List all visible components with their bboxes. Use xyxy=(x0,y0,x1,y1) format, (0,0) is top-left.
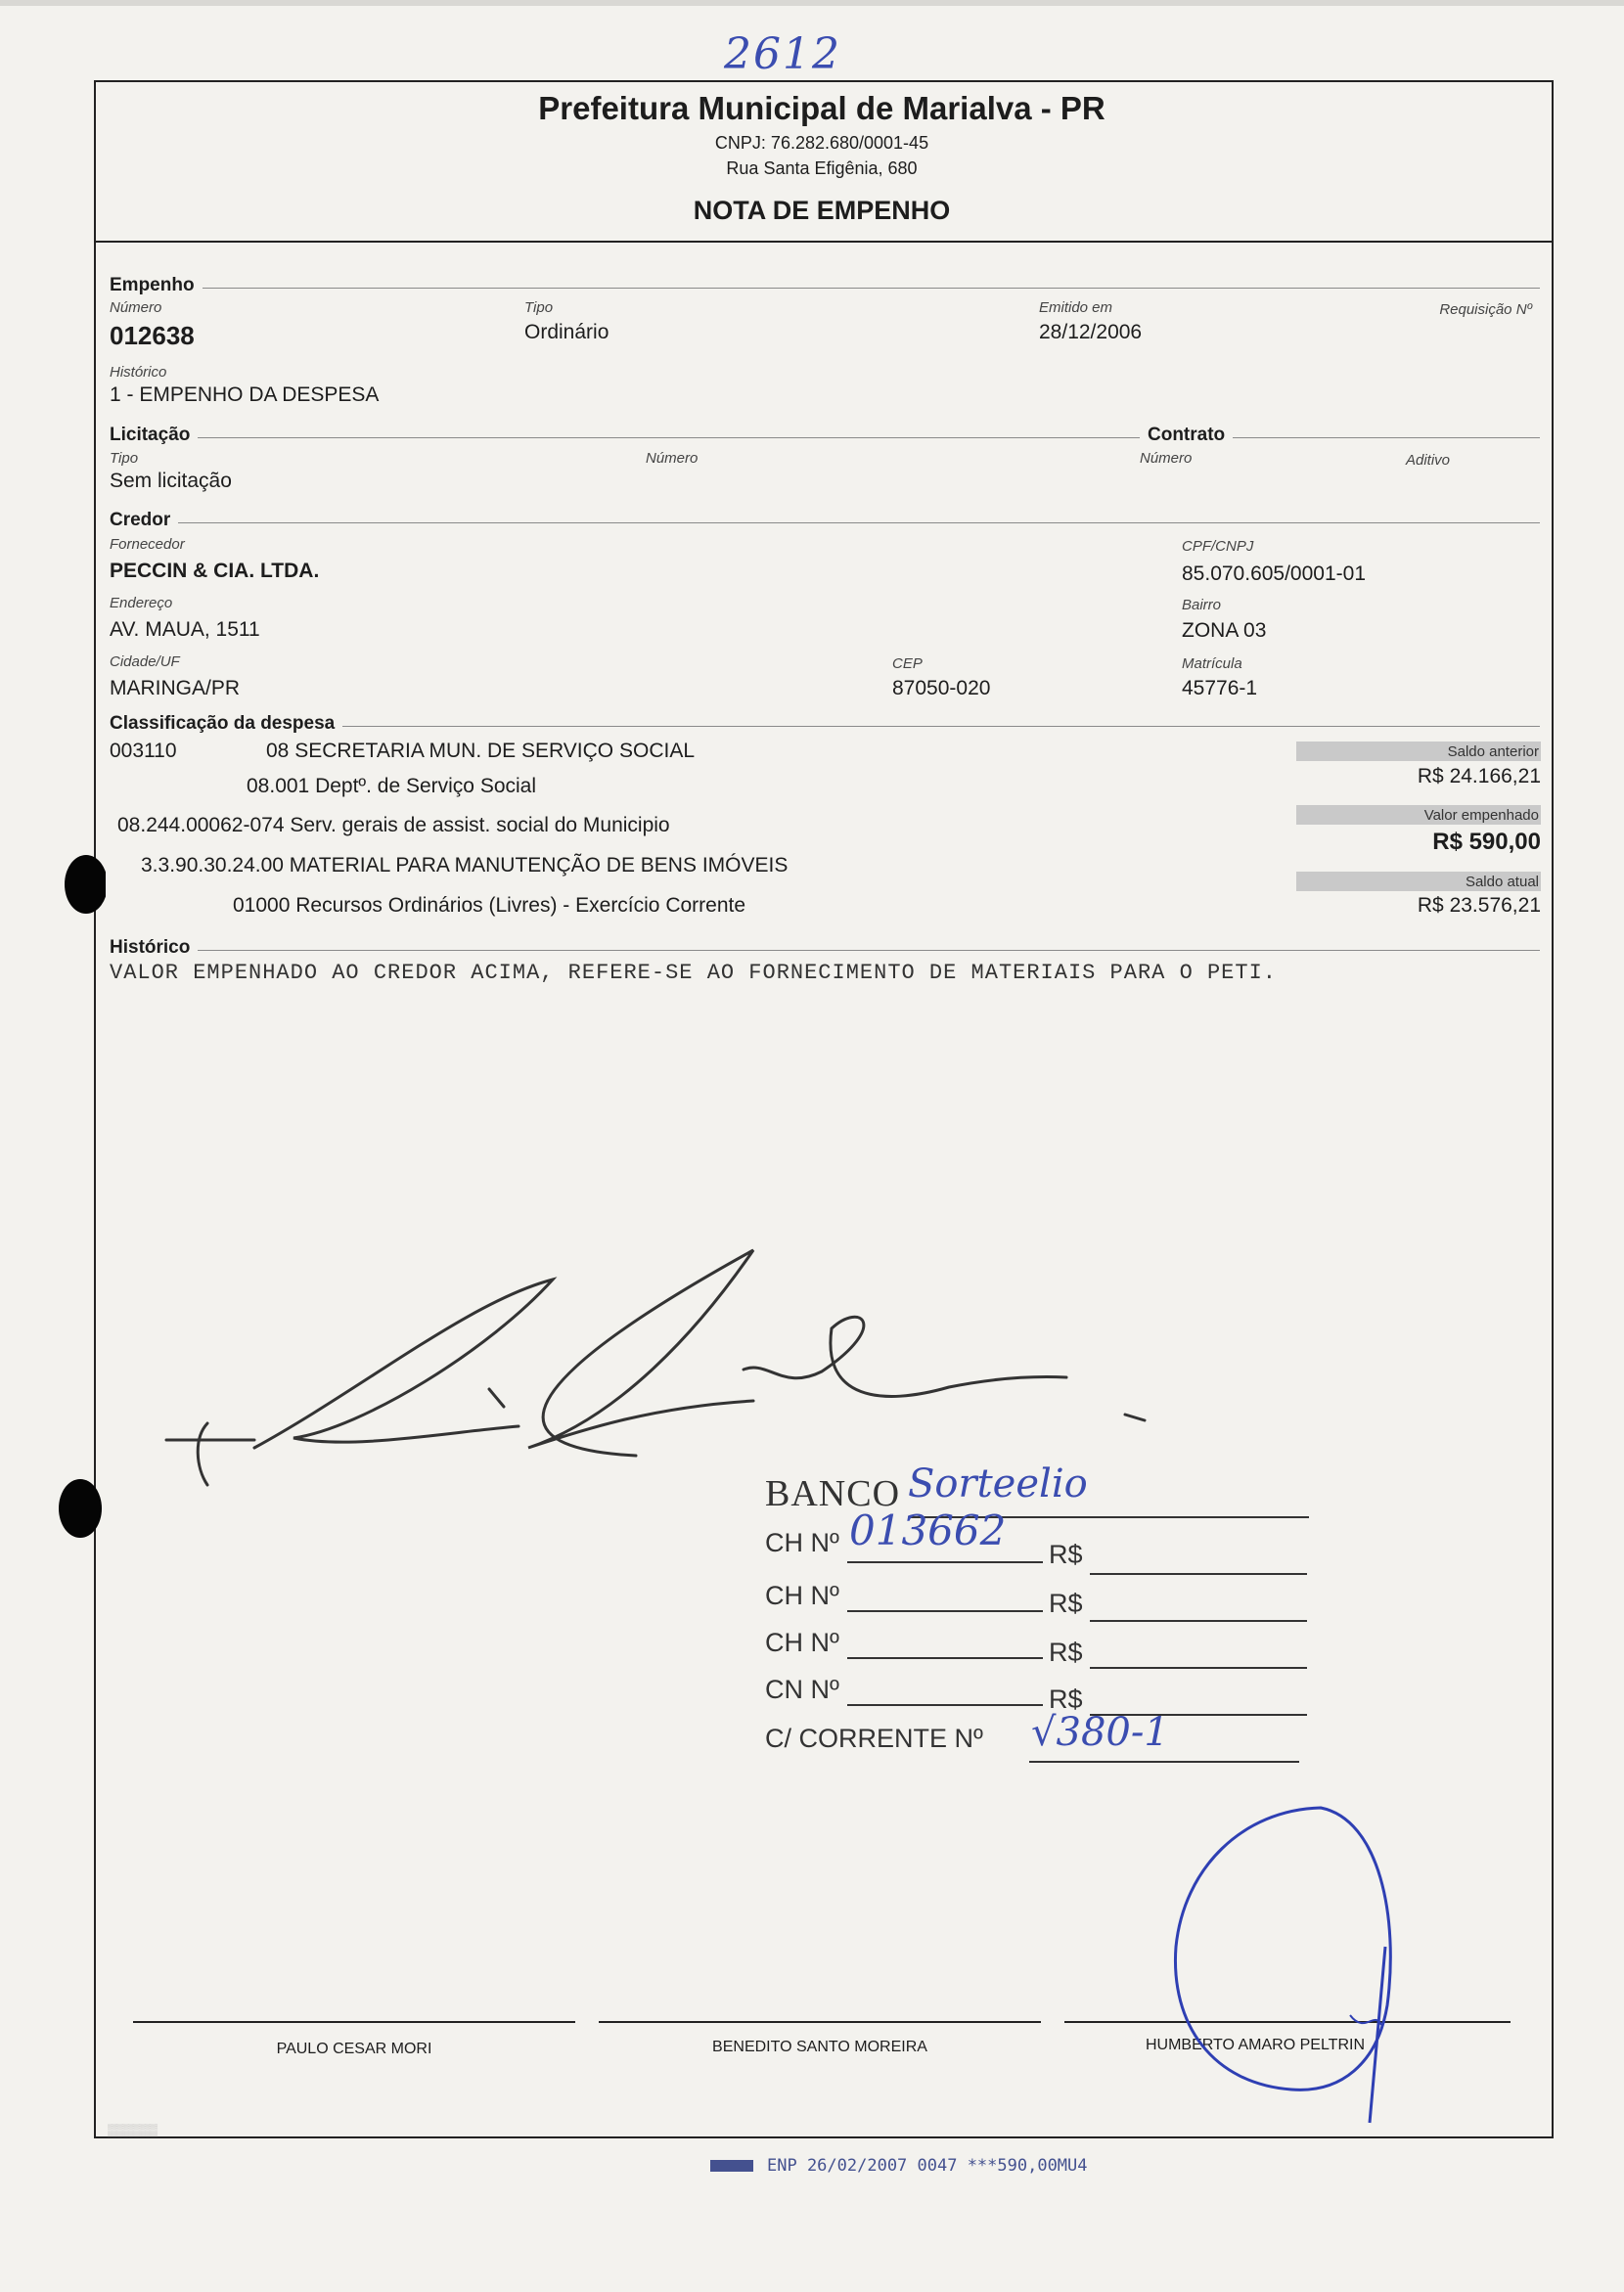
signature-line-1 xyxy=(133,2021,575,2023)
classificacao-elemento: 3.3.90.30.24.00 MATERIAL PARA MANUTENÇÃO DE BENS IMÓVEIS xyxy=(141,854,789,876)
signature-name-2: BENEDITO SANTO MOREIRA xyxy=(712,2039,927,2055)
licitacao-tipo: Sem licitação xyxy=(110,470,232,492)
corrente-label: C/ CORRENTE Nº xyxy=(765,1724,983,1753)
contrato-numero-label: Número xyxy=(1140,450,1193,467)
signature-name-1: PAULO CESAR MORI xyxy=(276,2041,432,2057)
credor-bairro: ZONA 03 xyxy=(1182,619,1267,642)
ch3-label: CH Nº xyxy=(765,1628,839,1657)
section-licitacao: Licitação xyxy=(110,425,198,446)
saldo-anterior: R$ 24.166,21 xyxy=(1417,765,1541,787)
credor-endereco: AV. MAUA, 1511 xyxy=(110,618,260,641)
emitido-label: Emitido em xyxy=(1039,299,1113,316)
section-historico: Histórico xyxy=(110,937,198,959)
empenho-line xyxy=(110,288,1540,289)
section-empenho: Empenho xyxy=(110,275,203,296)
historico-label: Histórico xyxy=(110,364,167,381)
bank-label: BANCO xyxy=(765,1473,901,1514)
contrato-aditivo-label: Aditivo xyxy=(1406,452,1451,469)
credor-line xyxy=(110,522,1540,523)
handwritten-number: 2612 xyxy=(724,29,841,79)
credor-cidade: MARINGA/PR xyxy=(110,677,241,699)
empenho-historico: 1 - EMPENHO DA DESPESA xyxy=(110,383,380,406)
signature-name-3: HUMBERTO AMARO PELTRIN xyxy=(1145,2037,1366,2053)
saldo-atual: R$ 23.576,21 xyxy=(1417,894,1541,917)
classificacao-departamento: 08.001 Deptº. de Serviço Social xyxy=(247,775,537,797)
licitacao-tipo-label: Tipo xyxy=(110,450,139,467)
numero-label: Número xyxy=(110,299,162,316)
cn-label: CN Nº xyxy=(765,1675,839,1704)
requisicao-label: Requisição Nº xyxy=(1439,301,1532,318)
stamp-logo-icon xyxy=(710,2160,753,2172)
document-type: NOTA DE EMPENHO xyxy=(693,196,951,225)
cn-line xyxy=(847,1704,1043,1706)
tipo-label: Tipo xyxy=(524,299,554,316)
classificacao-recurso: 01000 Recursos Ordinários (Livres) - Exercício Corrente xyxy=(233,894,746,917)
classificacao-secretaria: 08 SECRETARIA MUN. DE SERVIÇO SOCIAL xyxy=(266,740,696,762)
ch2-line xyxy=(847,1610,1043,1612)
classificacao-codigo: 003110 xyxy=(110,740,177,762)
matricula-label: Matrícula xyxy=(1182,655,1242,672)
empenho-emitido: 28/12/2006 xyxy=(1039,321,1143,343)
saldo-anterior-label: Saldo anterior xyxy=(1447,743,1539,760)
scan-edge xyxy=(0,0,1624,6)
rs1-label: R$ xyxy=(1049,1540,1083,1569)
corrente-value: √380-1 xyxy=(1031,1710,1169,1755)
ch1-line xyxy=(847,1561,1043,1563)
credor-fornecedor: PECCIN & CIA. LTDA. xyxy=(110,560,320,582)
fornecedor-label: Fornecedor xyxy=(110,536,185,553)
classificacao-programa: 08.244.00062-074 Serv. gerais de assist. social do Municipio xyxy=(117,814,670,836)
cidade-label: Cidade/UF xyxy=(110,653,180,670)
punch-hole-top xyxy=(57,851,106,920)
empenho-numero: 012638 xyxy=(110,321,195,350)
saldo-atual-label: Saldo atual xyxy=(1465,874,1539,890)
ch2-label: CH Nº xyxy=(765,1581,839,1610)
rs3-line xyxy=(1090,1667,1307,1669)
handwritten-signature xyxy=(147,1242,1174,1497)
empenho-tipo: Ordinário xyxy=(524,321,609,343)
rs3-label: R$ xyxy=(1049,1638,1083,1667)
credor-cep: 87050-020 xyxy=(892,677,991,699)
credor-cpf: 85.070.605/0001-01 xyxy=(1182,562,1367,585)
header-divider xyxy=(94,241,1552,243)
credor-matricula: 45776-1 xyxy=(1182,677,1258,699)
ch1-value: 013662 xyxy=(849,1506,1007,1554)
valor-empenhado-label: Valor empenhado xyxy=(1423,807,1539,824)
section-credor: Credor xyxy=(110,510,178,531)
ch3-line xyxy=(847,1657,1043,1659)
blue-signature xyxy=(1154,1800,1409,2152)
bottom-stamp xyxy=(710,2156,1088,2176)
endereco-label: Endereço xyxy=(110,595,173,611)
valor-empenhado: R$ 590,00 xyxy=(1432,829,1541,855)
page-title: Prefeitura Municipal de Marialva - PR xyxy=(538,90,1105,126)
bottom-stamp-text: ENP 26/02/2007 0047 ***590,00MU4 xyxy=(767,2156,1088,2176)
historico-line xyxy=(110,950,1540,951)
section-classificacao: Classificação da despesa xyxy=(110,713,342,735)
signature-line-2 xyxy=(599,2021,1041,2023)
licitacao-numero-label: Número xyxy=(646,450,699,467)
corrente-line xyxy=(1029,1761,1299,1763)
bank-value: Sorteelio xyxy=(908,1461,1088,1506)
header-address: Rua Santa Efigênia, 680 xyxy=(726,158,918,178)
rs2-label: R$ xyxy=(1049,1589,1083,1618)
cep-label: CEP xyxy=(892,655,923,672)
rs1-line xyxy=(1090,1573,1307,1575)
rs2-line xyxy=(1090,1620,1307,1622)
header-cnpj: CNPJ: 76.282.680/0001-45 xyxy=(714,133,929,153)
rs4-label: R$ xyxy=(1049,1685,1083,1714)
licitacao-line xyxy=(110,437,1540,438)
ch1-label: CH Nº xyxy=(765,1528,839,1557)
faint-mark: ▒▒▒▒▒▒ xyxy=(108,2123,158,2136)
bairro-label: Bairro xyxy=(1182,597,1222,613)
cpf-label: CPF/CNPJ xyxy=(1182,538,1254,555)
punch-hole-bottom xyxy=(51,1475,102,1544)
section-contrato: Contrato xyxy=(1140,425,1233,446)
historico-texto: VALOR EMPENHADO AO CREDOR ACIMA, REFERE-SE AO FORNECIMENTO DE MATERIAIS PARA O PETI. xyxy=(110,961,1277,985)
